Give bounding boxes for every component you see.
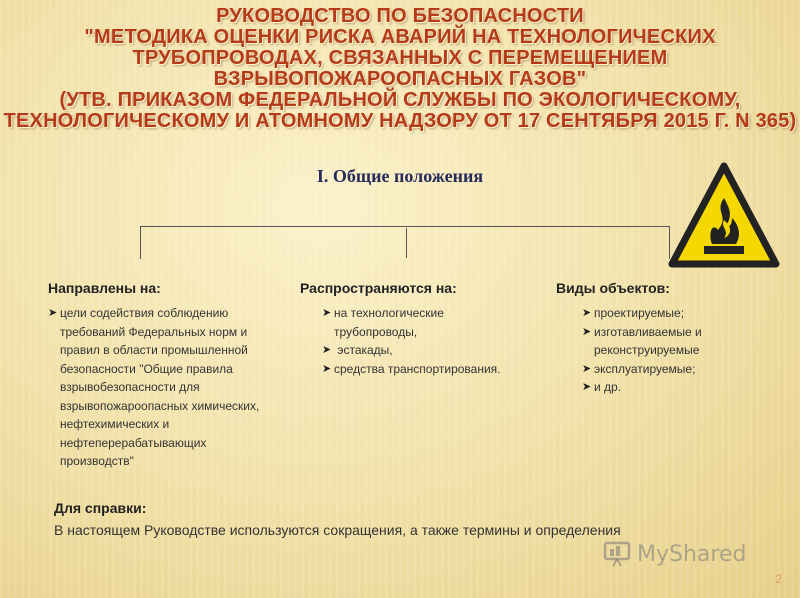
slide-title <box>0 6 800 132</box>
arrowhead-bullet-icon: ➤ <box>322 307 332 319</box>
title-line: ТРУБОПРОВОДАХ, СВЯЗАННЫХ С ПЕРЕМЕЩЕНИЕМ <box>132 47 668 69</box>
column-heading-object-types: Виды объектов: <box>556 280 670 296</box>
arrowhead-bullet-icon: ➤ <box>582 307 592 319</box>
list-item-text: средства транспортирования. <box>334 361 501 376</box>
title-line: "МЕТОДИКА ОЦЕНКИ РИСКА АВАРИЙ НА ТЕХНОЛОГИЧЕСКИХ <box>84 26 716 48</box>
list-item <box>582 378 772 397</box>
arrowhead-bullet-icon: ➤ <box>48 307 58 319</box>
list-directed <box>48 304 308 471</box>
list-item <box>48 304 308 471</box>
list-item <box>582 304 772 323</box>
title-line: ТЕХНОЛОГИЧЕСКОМУ И АТОМНОМУ НАДЗОРУ ОТ 17 СЕНТЯБРЯ 2015 Г. N 365) <box>3 110 797 132</box>
column-heading-directed: Направлены на: <box>48 280 161 296</box>
watermark <box>603 540 746 568</box>
arrowhead-bullet-icon: ➤ <box>322 362 332 375</box>
title-line: (УТВ. ПРИКАЗОМ ФЕДЕРАЛЬНОЙ СЛУЖБЫ ПО ЭКОЛОГИЧЕСКОМУ, <box>59 89 741 111</box>
page-number: 2 <box>775 572 782 586</box>
title-line: РУКОВОДСТВО ПО БЕЗОПАСНОСТИ <box>216 5 584 27</box>
connector-bracket <box>140 226 670 259</box>
flammable-warning-icon <box>668 160 780 272</box>
list-object-types <box>582 304 772 397</box>
connector-mid-line <box>406 228 407 258</box>
arrowhead-bullet-icon: ➤ <box>582 325 592 338</box>
list-item-text: эксплуатируемые; <box>594 361 696 376</box>
list-item <box>582 323 772 360</box>
list-item-text: и др. <box>594 380 622 394</box>
reference-text: В настоящем Руководстве используются сокращения, а также термины и определения <box>54 522 621 538</box>
title-line: ВЗРЫВОПОЖАРООПАСНЫХ ГАЗОВ" <box>213 68 587 90</box>
section-title: I. Общие положения <box>316 166 484 186</box>
list-item <box>322 304 552 341</box>
list-item <box>322 360 552 379</box>
column-heading-applies: Распространяются на: <box>300 280 457 296</box>
list-item <box>322 341 552 360</box>
list-item-text: проектируемые; <box>594 306 685 320</box>
list-item-text: цели содействия соблюдению требований Федеральных норм и правил в области промышленной безопасности "Общие правила взрывобезопасности для взрывопожароопасных химических, нефтехимических и нефтеперерабатывающих производств" <box>60 306 260 468</box>
list-item <box>582 360 772 379</box>
watermark-text: MyShared <box>637 541 747 567</box>
list-item-text: изготавливаемые и реконструируемые <box>594 324 702 357</box>
presentation-logo-icon <box>603 541 633 567</box>
list-item-text: на технологические трубопроводы, <box>334 306 444 339</box>
arrowhead-bullet-icon: ➤ <box>582 381 592 393</box>
arrowhead-bullet-icon: ➤ <box>322 344 332 356</box>
reference-heading: Для справки: <box>54 500 147 516</box>
list-item-text: эстакады, <box>334 343 393 357</box>
list-applies <box>322 304 552 378</box>
arrowhead-bullet-icon: ➤ <box>582 362 592 375</box>
